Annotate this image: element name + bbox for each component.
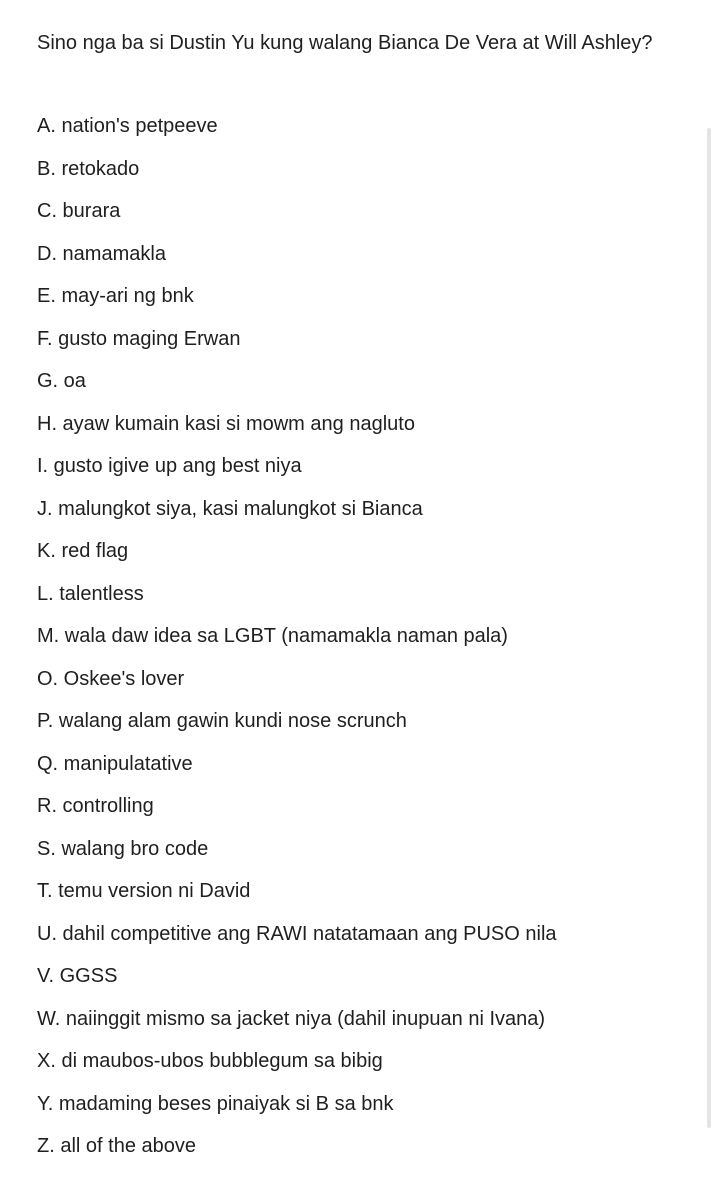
option-k: K. red flag xyxy=(37,540,129,562)
option-j: J. malungkot siya, kasi malungkot si Bianca xyxy=(37,497,423,520)
option-o: O. Oskee's lover xyxy=(37,667,185,690)
option-e: E. may-ari ng bnk xyxy=(37,285,194,307)
answer-options-list xyxy=(37,113,557,1176)
option-r: R. controlling xyxy=(37,795,154,817)
option-b: B. retokado xyxy=(37,157,140,180)
question-text: Sino nga ba si Dustin Yu kung walang Bianca De Vera at Will Ashley? xyxy=(37,32,653,54)
option-q: Q. manipulatative xyxy=(37,752,193,775)
option-u: U. dahil competitive ang RAWI natatamaan ang PUSO nila xyxy=(37,922,557,945)
option-l: L. talentless xyxy=(37,582,144,605)
option-v: V. GGSS xyxy=(37,965,118,987)
option-i: I. gusto igive up ang best niya xyxy=(37,455,302,477)
option-g: G. oa xyxy=(37,370,86,392)
option-w: W. naiinggit mismo sa jacket niya (dahil inupuan ni Ivana) xyxy=(37,1007,546,1030)
option-c: C. burara xyxy=(37,200,121,222)
option-d: D. namamakla xyxy=(37,242,166,265)
option-f: F. gusto maging Erwan xyxy=(37,327,241,350)
option-h: H. ayaw kumain kasi si mowm ang nagluto xyxy=(37,412,415,435)
option-z: Z. all of the above xyxy=(37,1135,196,1157)
option-p: P. walang alam gawin kundi nose scrunch xyxy=(37,710,407,732)
option-x: X. di maubos-ubos bubblegum sa bibig xyxy=(37,1050,383,1072)
option-s: S. walang bro code xyxy=(37,837,209,860)
option-a: A. nation's petpeeve xyxy=(37,115,218,137)
option-t: T. temu version ni David xyxy=(37,880,251,902)
option-m: M. wala daw idea sa LGBT (namamakla naman pala) xyxy=(37,625,508,647)
option-y: Y. madaming beses pinaiyak si B sa bnk xyxy=(37,1092,394,1115)
scrollbar[interactable] xyxy=(707,128,711,1128)
